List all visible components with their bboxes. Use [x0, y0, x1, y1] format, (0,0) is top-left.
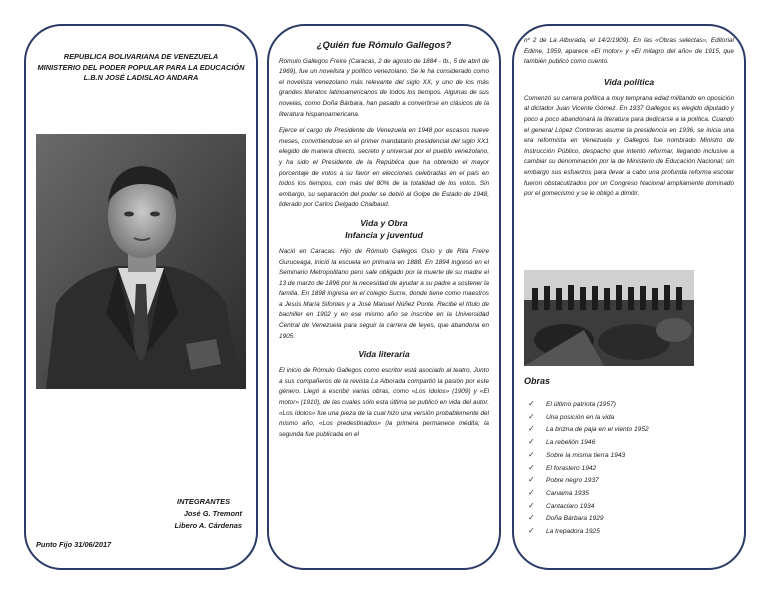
section-title-works: Obras: [524, 376, 551, 386]
biography-content: [279, 40, 489, 446]
work-title: Una posición en la vida: [546, 413, 615, 421]
place-date: Punto Fijo 31/06/2017: [36, 540, 112, 549]
works-list-item: [528, 487, 649, 500]
works-list-item: [528, 411, 649, 424]
works-list-item: [528, 512, 649, 525]
header-line-ministry: MINISTERIO DEL PODER POPULAR PARA LA EDUCACIÓN: [37, 62, 245, 72]
section-title-childhood: Infancia y juventud: [345, 229, 423, 240]
members-title: INTEGRANTES: [177, 497, 230, 506]
portrait-photo: [36, 134, 246, 389]
works-list-item: [528, 398, 649, 411]
work-title: Sobre la misma tierra 1943: [546, 451, 626, 459]
childhood-paragraph: Nació en Caracas. Hijo de Rómulo Gallegos Osío y de Rita Freire Guruceaga, inició la escuela en primaria en 1888. En 1894 ingresó en el Seminario Metropolitano pero sale obligado por la muerte de su madre el 13 de marzo de 1896 por la necesidad de ayudar a su padre a sostener la familia. En 1898 ingresa en el colegio Sucre, donde tiene como maestros a Jesús María Sifontes y a José Manuel Núñez Ponte. Recibe el título de bachiller en 1902 y en ese mismo año se inscribe en la Universidad Central de Venezuela para seguir la carrera de leyes, que abandona en 1905.: [279, 247, 489, 340]
works-list-item: [528, 474, 649, 487]
works-list-item: [528, 436, 649, 449]
literary-continuation: nº 2 de La Alborada, el 14/2/1909). En las «Obras selectas», Editorial Edime, 1959, aparece «El motor» y «El milagro del año» de 1915, que también publicó como cuento.: [524, 37, 734, 66]
works-list-item: [528, 525, 649, 538]
work-title: El forastero 1942: [546, 464, 597, 472]
intro-paragraph: Rómulo Gallegos Freire (Caracas, 2 de agosto de 1884 - Ib., 5 de abril de 1969), fue un novelista y político venezolano. Se le ha considerado como el novelista venezolano más relevante del siglo XX, y uno de los más grandes literatos latinoamericanos de todos los tiempos. Algunas de sus novelas, como Doña Bárbara, han pasado a convertirse en clásicos de la literatura hispanoamericana.: [279, 57, 489, 118]
literary-paragraph: El inicio de Rómulo Gallegos como escritor está asociado al teatro. Junto a sus compañeros de la revista La Alborada compartió la pasión por este género. Llegó a escribir varias obras, como «Los ídolos» (1909) y «El motor» (1910), de las cuales sólo esta última se publicó en vida del autor. «Los ídolos» fue una pieza de la cual hizo una versión probablemente del mismo año, «Los predestinados» (la primera permanece inédita; la segunda fue publicada en el: [279, 367, 489, 438]
work-title: Doña Bárbara 1929: [546, 515, 604, 523]
work-title: Pobre negro 1937: [546, 477, 599, 485]
member-name: Libero A. Cárdenas: [174, 521, 242, 530]
header-line-country: REPUBLICA BOLIVARIANA DE VENEZUELA: [63, 52, 219, 61]
header-line-school: L.B.N JOSÉ LADISLAO ANDARA: [83, 73, 199, 82]
check-icon: ✓: [528, 487, 535, 497]
check-icon: ✓: [528, 526, 535, 536]
check-icon: ✓: [528, 462, 535, 472]
check-icon: ✓: [528, 399, 535, 408]
check-icon: ✓: [528, 449, 535, 459]
military-photo: [524, 270, 694, 366]
panel-cover: [24, 24, 258, 570]
panel-politics-works: [512, 24, 746, 570]
section-title-who: ¿Quién fue Rómulo Gallegos?: [316, 39, 452, 50]
section-title-literary: Vida literaria: [358, 349, 410, 360]
check-icon: ✓: [528, 500, 535, 510]
works-list-item: [528, 449, 649, 462]
work-title: La rebelión 1946: [546, 439, 596, 447]
check-icon: ✓: [528, 411, 535, 421]
check-icon: ✓: [528, 513, 535, 523]
work-title: El último patriota (1957): [546, 401, 617, 408]
member-name: José G. Tremont: [183, 509, 242, 518]
works-list-item: [528, 423, 649, 436]
works-list-item: [528, 500, 649, 513]
politics-paragraph: Comenzó su carrera política a muy temprana edad militando en oposición al dictador Juan Vicente Gómez. En 1937 Gallegos es elegido diputado y poco a poco abandonará la literatura para dedicarse a la política. Cuando el general López Contreras asume la presidencia en 1936, se inicia una era reformista en Venezuela y Gallegos fue nombrado Ministro de Instrucción Público, despacho que intentó reformar, llegando inclusive a cambiar su denominación por la de Ministerio de Educación Nacional; sin embargo sus esfuerzos para llevar a cabo una profunda reforma escolar fueron obstaculizados por un Congreso Nacional ampliamente dominado por el gomecismo y se le obligó a dimitir.: [524, 94, 734, 198]
work-title: Canaima 1935: [546, 489, 589, 497]
works-list-item: [528, 462, 649, 475]
section-title-politics: Vida política: [603, 76, 655, 87]
check-icon: ✓: [528, 475, 535, 485]
institution-header: [34, 52, 248, 84]
work-title: Cantaclaro 1934: [546, 502, 595, 510]
members-block: [175, 496, 243, 532]
politics-content: [524, 36, 734, 206]
work-title: La trepadora 1925: [546, 528, 600, 536]
works-list: [528, 398, 649, 538]
check-icon: ✓: [528, 424, 535, 434]
work-title: La brizna de paja en el viento 1952: [546, 426, 649, 434]
check-icon: ✓: [528, 437, 535, 447]
presidency-paragraph: Ejerce el cargo de Presidente de Venezuela en 1948 por escasos nueve meses, convirtiéndose en el primer mandatario presidencial del siglo XX1 elegido de manera directo, secreto y universal por el pueblo venezolano, y ha sido el Presidente de la República que ha obtenido el mayor porcentaje de votos a su favor en elecciones celebradas en el país en todos los tiempos, con más del 80% de la totalidad de los votos. Sin embargo, su separación del poder se debió al Golpe de Estado de 1948, liderado por Carlos Delgado Chalbaud.: [279, 127, 489, 209]
section-title-life: Vida y Obra: [360, 217, 408, 228]
panel-biography: [267, 24, 501, 570]
